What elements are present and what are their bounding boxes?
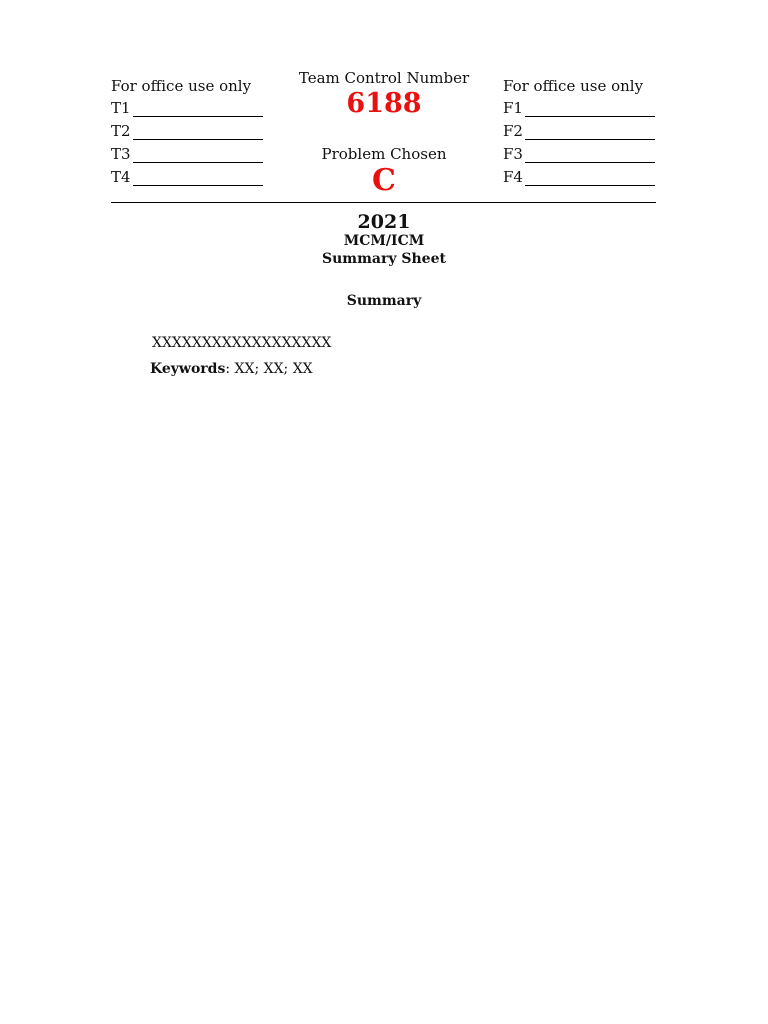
field-f1-line[interactable]	[525, 102, 655, 117]
keywords-value: : XX; XX; XX	[225, 361, 313, 377]
keywords-label: Keywords	[150, 361, 226, 377]
field-f1-label: F1	[503, 99, 523, 117]
field-f2-label: F2	[503, 122, 523, 140]
field-t4	[111, 168, 263, 186]
team-control-number: 6188	[346, 88, 422, 119]
team-control-label: Team Control Number	[298, 69, 470, 87]
field-t1-line[interactable]	[133, 102, 263, 117]
field-f2-line[interactable]	[525, 125, 655, 140]
summary-heading: Summary	[346, 293, 422, 309]
title-sheet: Summary Sheet	[322, 251, 446, 267]
title-year: 2021	[357, 211, 411, 233]
field-f4	[503, 168, 655, 186]
problem-chosen-label: Problem Chosen	[321, 145, 447, 163]
field-f3	[503, 145, 655, 163]
left-office-heading: For office use only	[111, 77, 252, 95]
field-f4-line[interactable]	[525, 171, 655, 186]
keywords-line	[150, 360, 313, 378]
field-f3-label: F3	[503, 145, 523, 163]
title-competition: MCM/ICM	[343, 233, 425, 249]
field-t4-line[interactable]	[133, 171, 263, 186]
field-t1-label: T1	[111, 99, 131, 117]
summary-body: XXXXXXXXXXXXXXXXXX	[152, 335, 332, 351]
field-t3	[111, 145, 263, 163]
field-t2	[111, 122, 263, 140]
field-f4-label: F4	[503, 168, 523, 186]
field-t1	[111, 99, 263, 117]
right-office-heading: For office use only	[503, 77, 644, 95]
problem-chosen-letter: C	[372, 163, 396, 198]
field-t4-label: T4	[111, 168, 131, 186]
field-f2	[503, 122, 655, 140]
field-t2-label: T2	[111, 122, 131, 140]
header-divider	[111, 202, 656, 203]
field-f1	[503, 99, 655, 117]
field-f3-line[interactable]	[525, 148, 655, 163]
field-t3-line[interactable]	[133, 148, 263, 163]
field-t2-line[interactable]	[133, 125, 263, 140]
field-t3-label: T3	[111, 145, 131, 163]
